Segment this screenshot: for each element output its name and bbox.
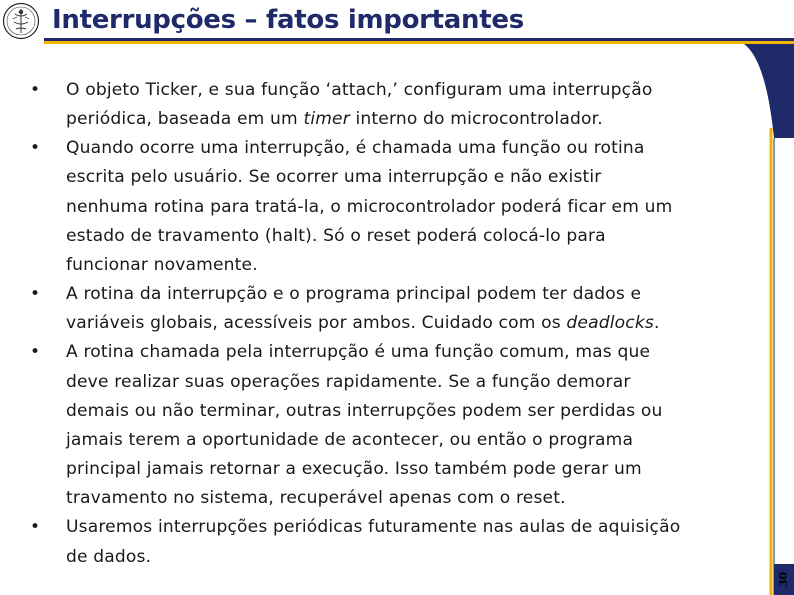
emphasis-text: timer (303, 109, 350, 130)
body-text: travamento no sistema, recuperável apenas com o reset. (66, 488, 566, 509)
bullet-line (66, 76, 768, 105)
body-text: A rotina chamada pela interrupção é uma função comum, mas que (66, 342, 651, 363)
bullet-item (30, 513, 768, 571)
body-text: jamais terem a oportunidade de acontecer, ou então o programa (66, 429, 634, 450)
body-text: interno do microcontrolador. (349, 109, 603, 130)
bullet-line (66, 543, 768, 572)
page-number-text: 30 (777, 571, 791, 587)
bullet-line (66, 134, 768, 163)
body-text: principal jamais retornar a execução. Isso também pode gerar um (66, 459, 642, 480)
slide-title: Interrupções – fatos importantes (52, 5, 524, 35)
body-text: nenhuma rotina para tratá-la, o microcontrolador poderá ficar em um (66, 196, 673, 217)
bullet-list (30, 76, 768, 572)
body-text: variáveis globais, acessíveis por ambos. Cuidado com os (66, 313, 567, 334)
body-text: demais ou não terminar, outras interrupções podem ser perdidas ou (66, 400, 663, 421)
bullet-line (66, 455, 768, 484)
body-text: escrita pelo usuário. Se ocorrer uma interrupção e não existir (66, 167, 602, 188)
emphasis-text: deadlocks (566, 313, 654, 334)
bullet-item (30, 280, 768, 338)
bullet-item (30, 76, 768, 134)
bullet-line (66, 368, 768, 397)
body-text: estado de travamento (halt). Só o reset poderá colocá-lo para (66, 225, 606, 246)
page-number (774, 566, 794, 592)
bullet-line (66, 338, 768, 367)
bullet-line (66, 484, 768, 513)
bullet-item (30, 338, 768, 513)
body-text: de dados. (66, 546, 152, 567)
body-text: funcionar novamente. (66, 254, 258, 275)
body-text: A rotina da interrupção e o programa principal podem ter dados e (66, 284, 642, 305)
body-text: Quando ocorre uma interrupção, é chamada uma função ou rotina (66, 138, 645, 159)
body-text: Usaremos interrupções periódicas futuramente nas aulas de aquisição (66, 517, 681, 538)
bullet-line (66, 309, 768, 338)
bullet-line (66, 280, 768, 309)
bullet-line (66, 222, 768, 251)
body-text: O objeto Ticker, e sua função ‘attach,’ configuram uma interrupção (66, 80, 653, 100)
bullet-item (30, 134, 768, 280)
bullet-line (66, 105, 768, 134)
bullet-line (66, 163, 768, 192)
body-text: deve realizar suas operações rapidamente. Se a função demorar (66, 371, 631, 392)
bullet-line (66, 513, 768, 542)
bullet-line (66, 251, 768, 280)
bullet-line (66, 193, 768, 222)
bullet-line (66, 397, 768, 426)
bullet-line (66, 426, 768, 455)
body-text: periódica, baseada em um (66, 109, 304, 130)
body-text: . (653, 313, 660, 334)
